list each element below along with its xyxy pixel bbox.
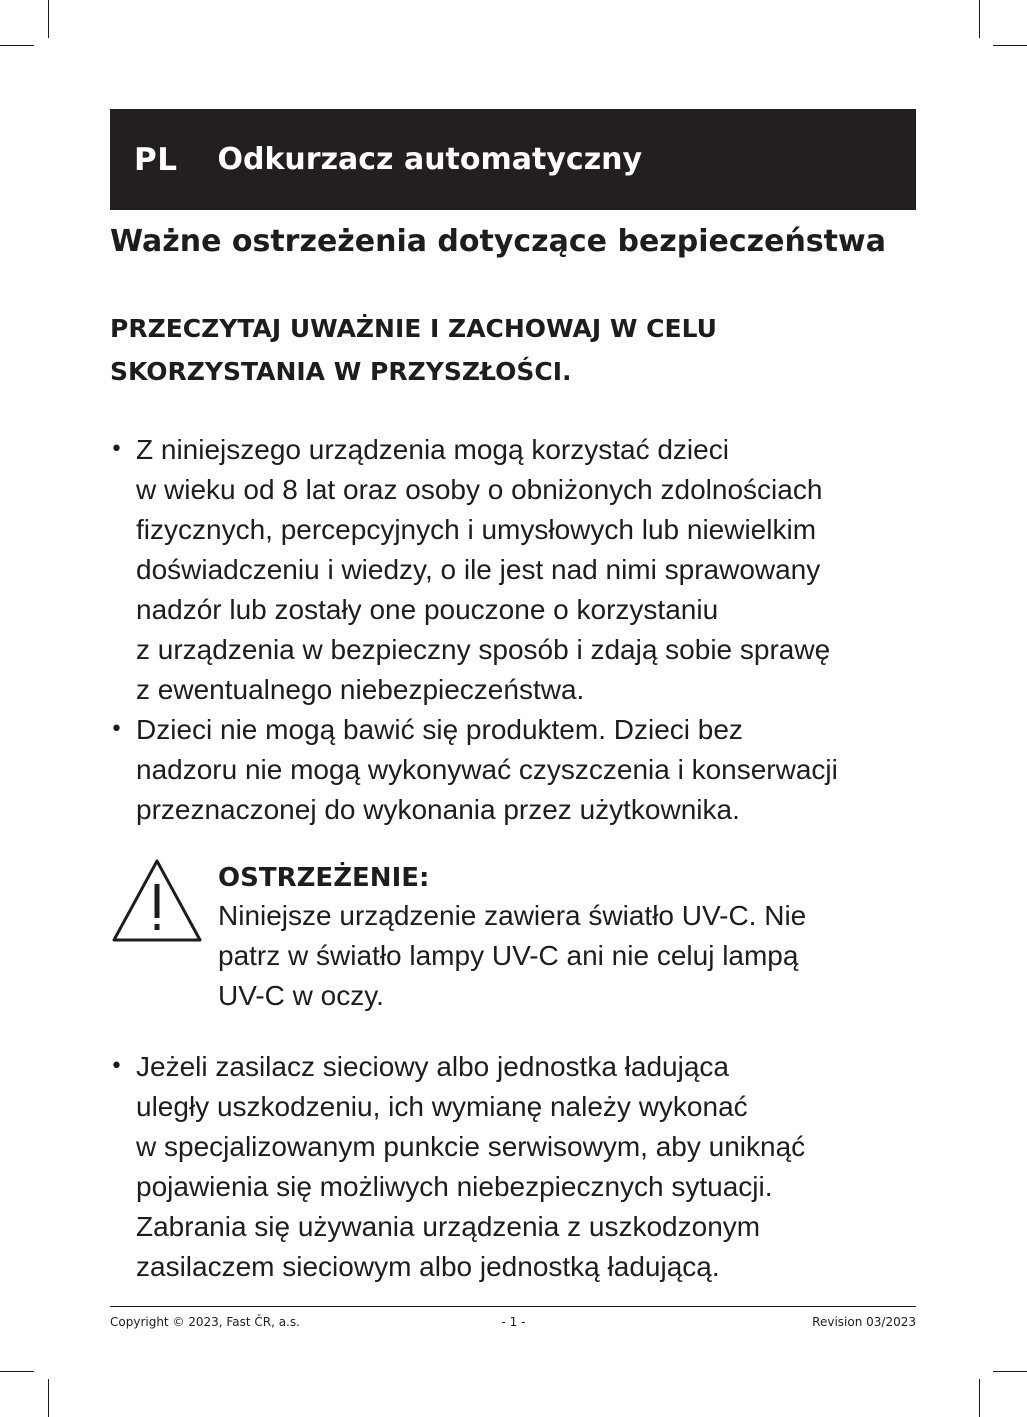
warning-heading: OSTRZEŻENIE: bbox=[218, 863, 430, 893]
crop-mark-bottom-left-vertical bbox=[48, 1379, 49, 1417]
bullet-text-line: doświadczeniu i wiedzy, o ile jest nad nimi sprawowany bbox=[136, 554, 821, 585]
product-title: Odkurzacz automatyczny bbox=[217, 142, 643, 177]
instruction-line: SKORZYSTANIA W PRZYSZŁOŚCI. bbox=[110, 357, 572, 386]
crop-mark-bottom-right-vertical bbox=[979, 1379, 980, 1417]
footer-divider bbox=[110, 1306, 916, 1307]
bullet-icon: • bbox=[110, 717, 123, 742]
bullet-text-line: nadzoru nie mogą wykonywać czyszczenia i konserwacji bbox=[136, 754, 838, 785]
bullet-text-line: Dzieci nie mogą bawić się produktem. Dzieci bez bbox=[136, 714, 743, 745]
bullet-text-line: Z niniejszego urządzenia mogą korzystać dzieci bbox=[136, 434, 729, 465]
crop-mark-bottom-left-horizontal bbox=[0, 1371, 34, 1372]
list-item bbox=[110, 430, 838, 710]
warning-text-line: patrz w światło lampy UV-C ani nie celuj lampą bbox=[218, 940, 799, 971]
warning-triangle-icon bbox=[110, 856, 204, 944]
bullet-text-line: fizycznych, percepcyjnych i umysłowych lub niewielkim bbox=[136, 514, 817, 545]
crop-mark-top-left-horizontal bbox=[0, 45, 34, 46]
bullet-text-line: Jeżeli zasilacz sieciowy albo jednostka ładująca bbox=[136, 1051, 729, 1082]
list-item bbox=[110, 710, 838, 830]
footer-page-number: - 1 - bbox=[501, 1315, 526, 1329]
uv-c-warning-block bbox=[110, 856, 910, 1026]
header-bar bbox=[110, 109, 916, 210]
bullet-text-line: z urządzenia w bezpieczny sposób i zdają sobie sprawę bbox=[136, 634, 831, 665]
bullet-text-line: nadzór lub zostały one pouczone o korzystaniu bbox=[136, 594, 719, 625]
bullet-text-line: uległy uszkodzeniu, ich wymianę należy wykonać bbox=[136, 1091, 748, 1122]
bullet-icon: • bbox=[110, 437, 123, 462]
safety-bullet-list-1 bbox=[110, 430, 838, 830]
bullet-text-line: zasilaczem sieciowym albo jednostką ładującą. bbox=[136, 1251, 720, 1282]
list-item bbox=[110, 1047, 805, 1287]
bullet-text-line: Zabrania się używania urządzenia z uszkodzonym bbox=[136, 1211, 761, 1242]
crop-mark-top-right-vertical bbox=[979, 0, 980, 38]
bullet-text-line: z ewentualnego niebezpieczeństwa. bbox=[136, 674, 585, 705]
section-subtitle: Ważne ostrzeżenia dotyczące bezpieczeństwa bbox=[110, 224, 886, 259]
crop-mark-top-left-vertical bbox=[48, 0, 49, 38]
crop-mark-top-right-horizontal bbox=[993, 45, 1027, 46]
language-code: PL bbox=[134, 141, 178, 178]
bullet-text-line: w specjalizowanym punkcie serwisowym, aby uniknąć bbox=[136, 1131, 806, 1162]
read-carefully-instruction bbox=[110, 307, 717, 393]
warning-text-line: Niniejsze urządzenie zawiera światło UV-C. Nie bbox=[218, 900, 807, 931]
safety-bullet-list-2 bbox=[110, 1047, 805, 1287]
footer-copyright: Copyright © 2023, Fast ČR, a.s. bbox=[110, 1315, 300, 1329]
warning-text bbox=[218, 896, 806, 1016]
bullet-text-line: pojawienia się możliwych niebezpiecznych sytuacji. bbox=[136, 1171, 773, 1202]
footer-revision: Revision 03/2023 bbox=[812, 1315, 916, 1329]
bullet-text-line: w wieku od 8 lat oraz osoby o obniżonych zdolnościach bbox=[136, 474, 823, 505]
instruction-line: PRZECZYTAJ UWAŻNIE I ZACHOWAJ W CELU bbox=[110, 314, 717, 343]
bullet-icon: • bbox=[110, 1054, 123, 1079]
crop-mark-bottom-right-horizontal bbox=[993, 1371, 1027, 1372]
bullet-text-line: przeznaczonej do wykonania przez użytkownika. bbox=[136, 794, 740, 825]
warning-text-line: UV-C w oczy. bbox=[218, 980, 384, 1011]
